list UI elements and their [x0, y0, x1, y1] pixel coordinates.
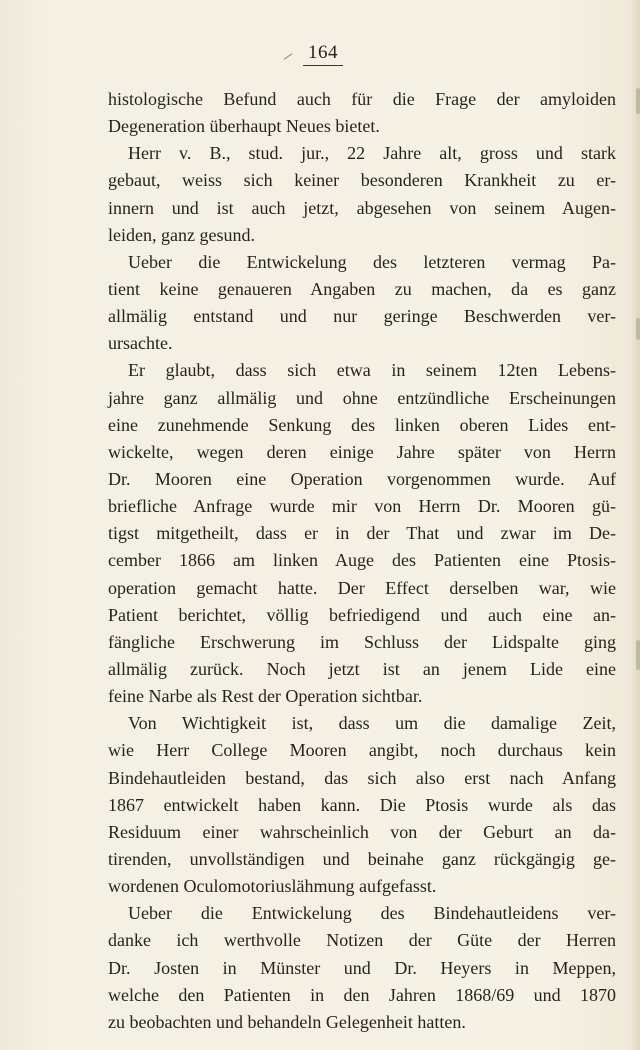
pencil-mark	[284, 53, 293, 60]
text-line: Degeneration überhaupt Neues bietet.	[108, 116, 380, 137]
text-line: tigst mitgetheilt, dass er in der That und zwar im De-	[108, 523, 616, 544]
text-line: tirenden, unvollständigen und beinahe ganz rückgängig ge-	[108, 848, 616, 869]
text-line: Ueber die Entwickelung des Bindehautleidens ver-	[128, 903, 616, 924]
text-line: cember 1866 am linken Auge des Patienten eine Ptosis-	[108, 550, 616, 571]
paper-fleck	[636, 640, 640, 670]
page-number: 164	[303, 42, 343, 66]
body-text	[108, 86, 616, 1036]
text-line: Dr. Mooren eine Operation vorgenommen wurde. Auf	[108, 468, 616, 489]
text-line: zu beobachten und behandeln Gelegenheit hatten.	[108, 1011, 466, 1032]
text-line: Residuum einer wahrscheinlich von der Geburt an da-	[108, 821, 616, 842]
text-line: Ueber die Entwickelung des letzteren vermag Pa-	[128, 251, 616, 272]
text-line: eine zunehmende Senkung des linken oberen Lides ent-	[108, 414, 616, 435]
text-line: gebaut, weiss sich keiner besonderen Krankheit zu er-	[108, 170, 616, 191]
paper-fleck	[636, 88, 640, 114]
text-line: Dr. Josten in Münster und Dr. Heyers in Meppen,	[108, 957, 616, 978]
text-line: allmälig zurück. Noch jetzt ist an jenem Lide eine	[108, 658, 616, 679]
text-line: Herr v. B., stud. jur., 22 Jahre alt, gross und stark	[128, 143, 616, 164]
text-line: feine Narbe als Rest der Operation sichtbar.	[108, 686, 423, 707]
text-line: danke ich werthvolle Notizen der Güte der Herren	[108, 930, 616, 951]
paper-fleck	[636, 318, 640, 340]
text-line: operation gemacht hatte. Der Effect derselben war, wie	[108, 577, 616, 598]
text-line: Er glaubt, dass sich etwa in seinem 12ten Lebens-	[128, 360, 616, 381]
text-line: wordenen Oculomotoriuslähmung aufgefasst.	[108, 876, 437, 897]
text-line: leiden, ganz gesund.	[108, 224, 255, 245]
text-line: Patient berichtet, völlig befriedigend und auch eine an-	[108, 604, 616, 625]
text-line: allmälig entstand und nur geringe Beschwerden ver-	[108, 306, 616, 327]
text-line: fängliche Erschwerung im Schluss der Lidspalte ging	[108, 631, 616, 652]
page-edge-shadow	[630, 0, 640, 1050]
text-line: Bindehautleiden bestand, das sich also erst nach Anfang	[108, 767, 616, 788]
text-line: briefliche Anfrage wurde mir von Herrn Dr. Mooren gü-	[108, 496, 616, 517]
text-line: innern und ist auch jetzt, abgesehen von seinem Augen-	[108, 197, 616, 218]
text-line: histologische Befund auch für die Frage der amyloiden	[108, 89, 616, 109]
text-line: tient keine genaueren Angaben zu machen, da es ganz	[108, 278, 616, 299]
text-line: jahre ganz allmälig und ohne entzündliche Erscheinungen	[108, 387, 616, 408]
text-line: welche den Patienten in den Jahren 1868/69 und 1870	[108, 984, 616, 1005]
text-line: 1867 entwickelt haben kann. Die Ptosis wurde als das	[108, 794, 616, 815]
text-line: wickelte, wegen deren einige Jahre später von Herrn	[108, 441, 616, 462]
text-line: wie Herr College Mooren angibt, noch durchaus kein	[108, 740, 616, 761]
text-line: Von Wichtigkeit ist, dass um die damalige Zeit,	[128, 713, 616, 734]
text-line: ursachte.	[108, 333, 173, 354]
